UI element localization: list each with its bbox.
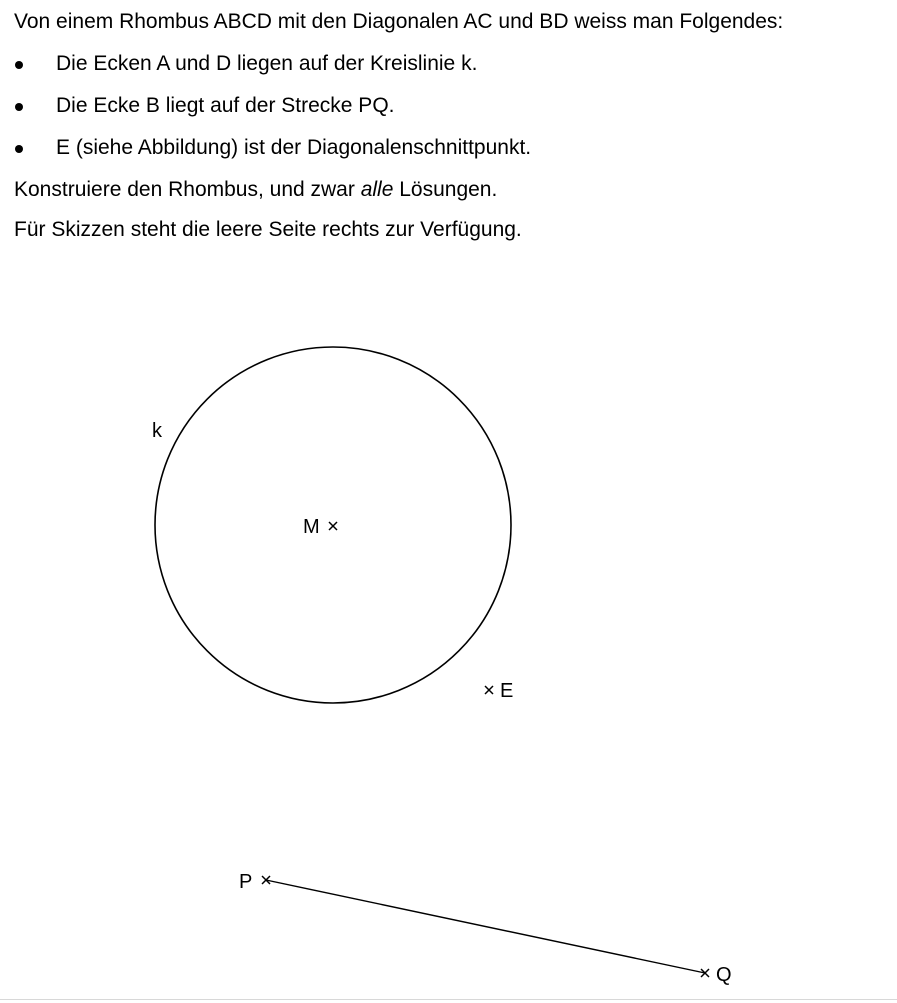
- page-edge-divider: [0, 999, 897, 1000]
- condition-text: Die Ecken A und D liegen auf der Kreislinie k.: [56, 52, 478, 75]
- point-e-label: E: [500, 680, 514, 702]
- instruction-emphasis: alle: [360, 178, 394, 201]
- point-e-marker-icon: [485, 686, 493, 694]
- segment-pq: [266, 880, 705, 973]
- center-label: M: [303, 516, 320, 538]
- instruction-start: Konstruiere den Rhombus, und zwar: [14, 178, 361, 201]
- circle-label: k: [152, 420, 162, 442]
- point-p-label: P: [239, 871, 253, 893]
- condition-text: Die Ecke B liegt auf der Strecke PQ.: [56, 94, 395, 117]
- instruction-end: Lösungen.: [393, 178, 498, 201]
- task-intro: Von einem Rhombus ABCD mit den Diagonalen AC und BD weiss man Folgendes:: [14, 10, 784, 33]
- condition-text: E (siehe Abbildung) ist der Diagonalenschnittpunkt.: [56, 136, 532, 159]
- point-q-label: Q: [716, 964, 732, 986]
- sketch-note: Für Skizzen steht die leere Seite rechts zur Verfügung.: [14, 218, 522, 241]
- center-marker-icon: [329, 522, 337, 530]
